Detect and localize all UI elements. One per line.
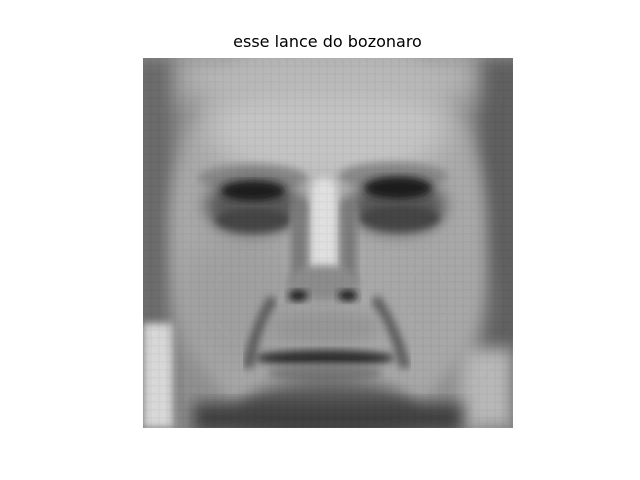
face-image <box>143 58 513 428</box>
figure-title: esse lance do bozonaro <box>233 32 422 51</box>
face-image-drawing <box>143 58 513 428</box>
pixel-texture <box>143 58 513 428</box>
